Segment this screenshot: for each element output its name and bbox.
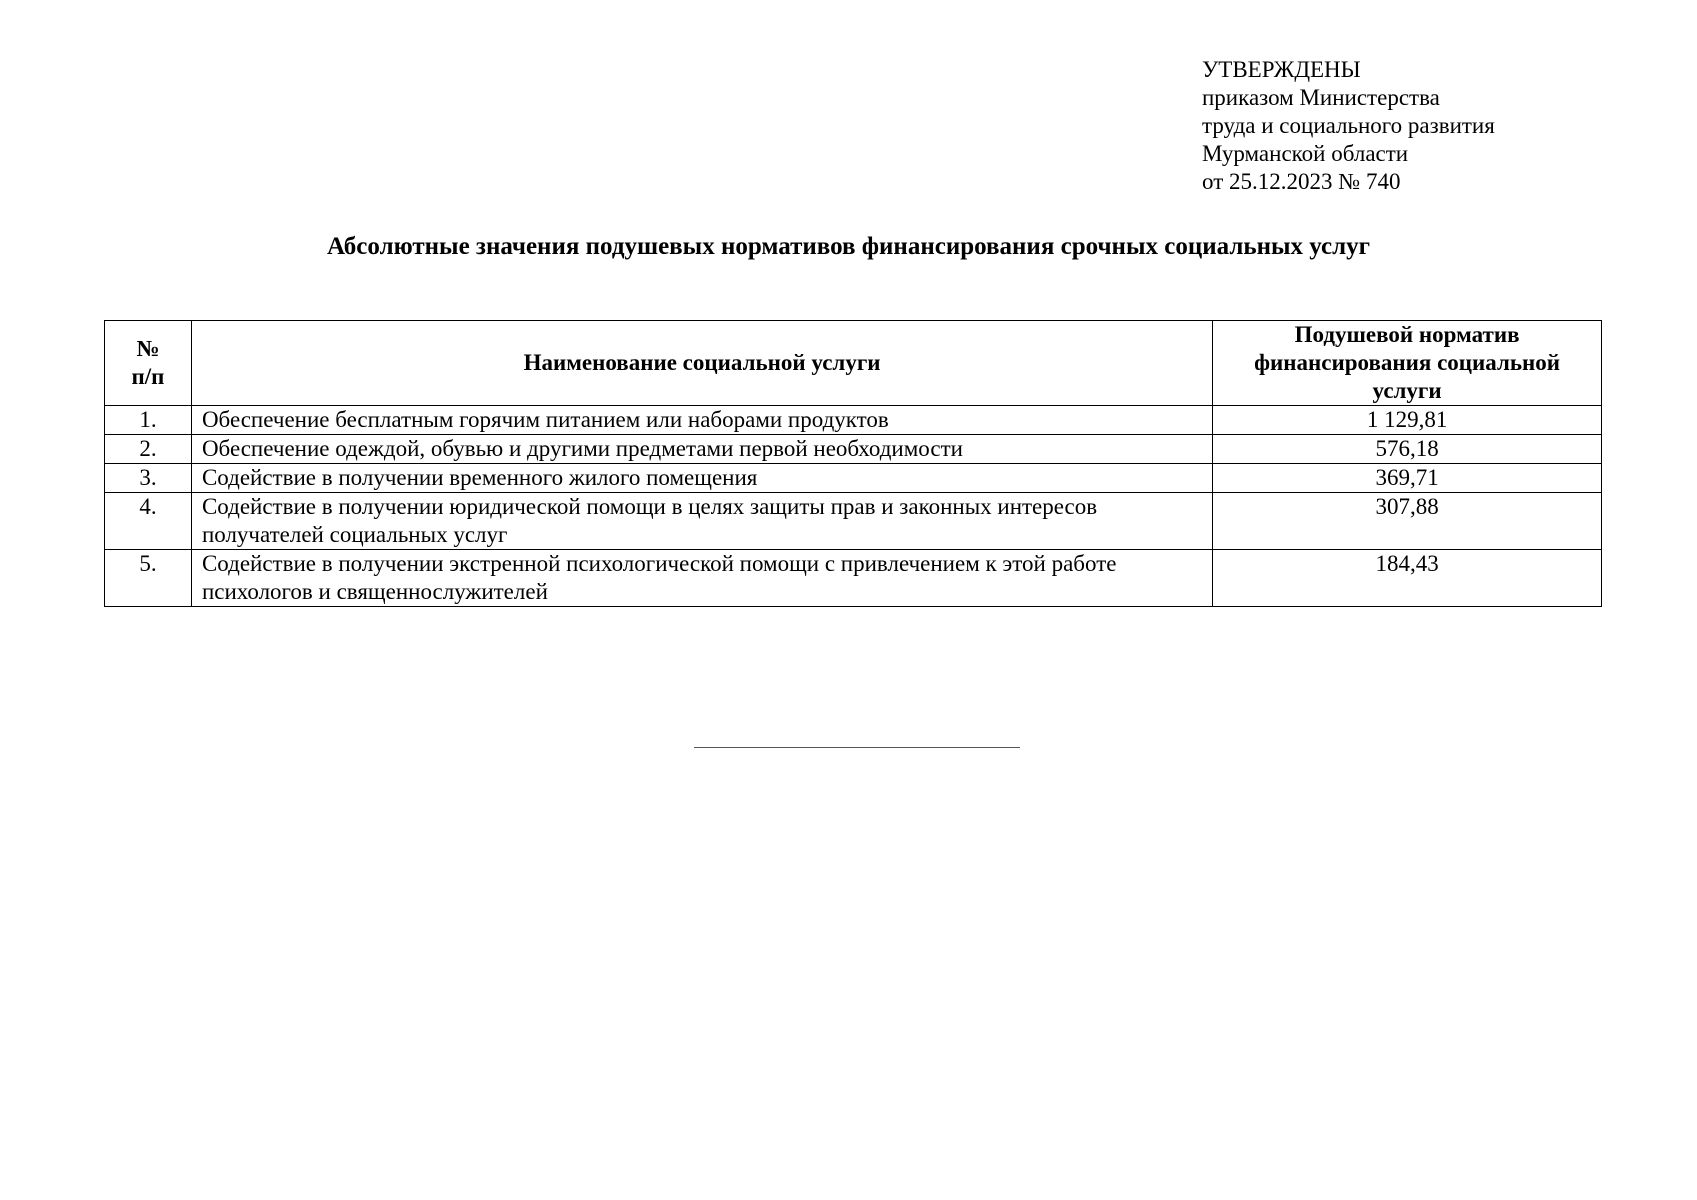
table-header-row <box>105 321 1602 406</box>
norm-value: 1 129,81 <box>1213 406 1602 435</box>
norm-value: 369,71 <box>1213 464 1602 493</box>
header-number <box>105 321 192 406</box>
row-number: 2. <box>105 435 192 464</box>
row-number: 1. <box>105 406 192 435</box>
approval-line: труда и социального развития <box>1202 113 1495 138</box>
header-number-abbr: п/п <box>131 364 165 389</box>
approval-stamp <box>1202 56 1495 196</box>
norms-table <box>104 320 1602 607</box>
approval-heading: УТВЕРЖДЕНЫ <box>1202 57 1361 82</box>
end-divider-line <box>694 747 1020 748</box>
service-name: Обеспечение одеждой, обувью и другими предметами первой необходимости <box>191 435 1212 464</box>
norm-value: 307,88 <box>1213 493 1602 550</box>
header-norm-value: Подушевой норматив финансирования социальной услуги <box>1213 321 1602 406</box>
approval-line: приказом Министерства <box>1202 85 1440 110</box>
table-row <box>105 550 1602 607</box>
table-row <box>105 435 1602 464</box>
table-row <box>105 406 1602 435</box>
service-name: Содействие в получении экстренной психологической помощи с привлечением к этой работе психологов и священнослужителей <box>191 550 1212 607</box>
header-number-symbol: № <box>136 336 160 361</box>
approval-line: Мурманской области <box>1202 141 1409 166</box>
header-service-name: Наименование социальной услуги <box>191 321 1212 406</box>
service-name: Обеспечение бесплатным горячим питанием или наборами продуктов <box>191 406 1212 435</box>
table-row <box>105 464 1602 493</box>
norm-value: 184,43 <box>1213 550 1602 607</box>
service-name: Содействие в получении временного жилого помещения <box>191 464 1212 493</box>
row-number: 4. <box>105 493 192 550</box>
service-name: Содействие в получении юридической помощи в целях защиты прав и законных интересов получателей социальных услуг <box>191 493 1212 550</box>
table-row <box>105 493 1602 550</box>
row-number: 5. <box>105 550 192 607</box>
row-number: 3. <box>105 464 192 493</box>
approval-order-date: от 25.12.2023 № 740 <box>1202 169 1401 194</box>
norm-value: 576,18 <box>1213 435 1602 464</box>
document-title: Абсолютные значения подушевых нормативов финансирования срочных социальных услуг <box>327 233 1370 260</box>
